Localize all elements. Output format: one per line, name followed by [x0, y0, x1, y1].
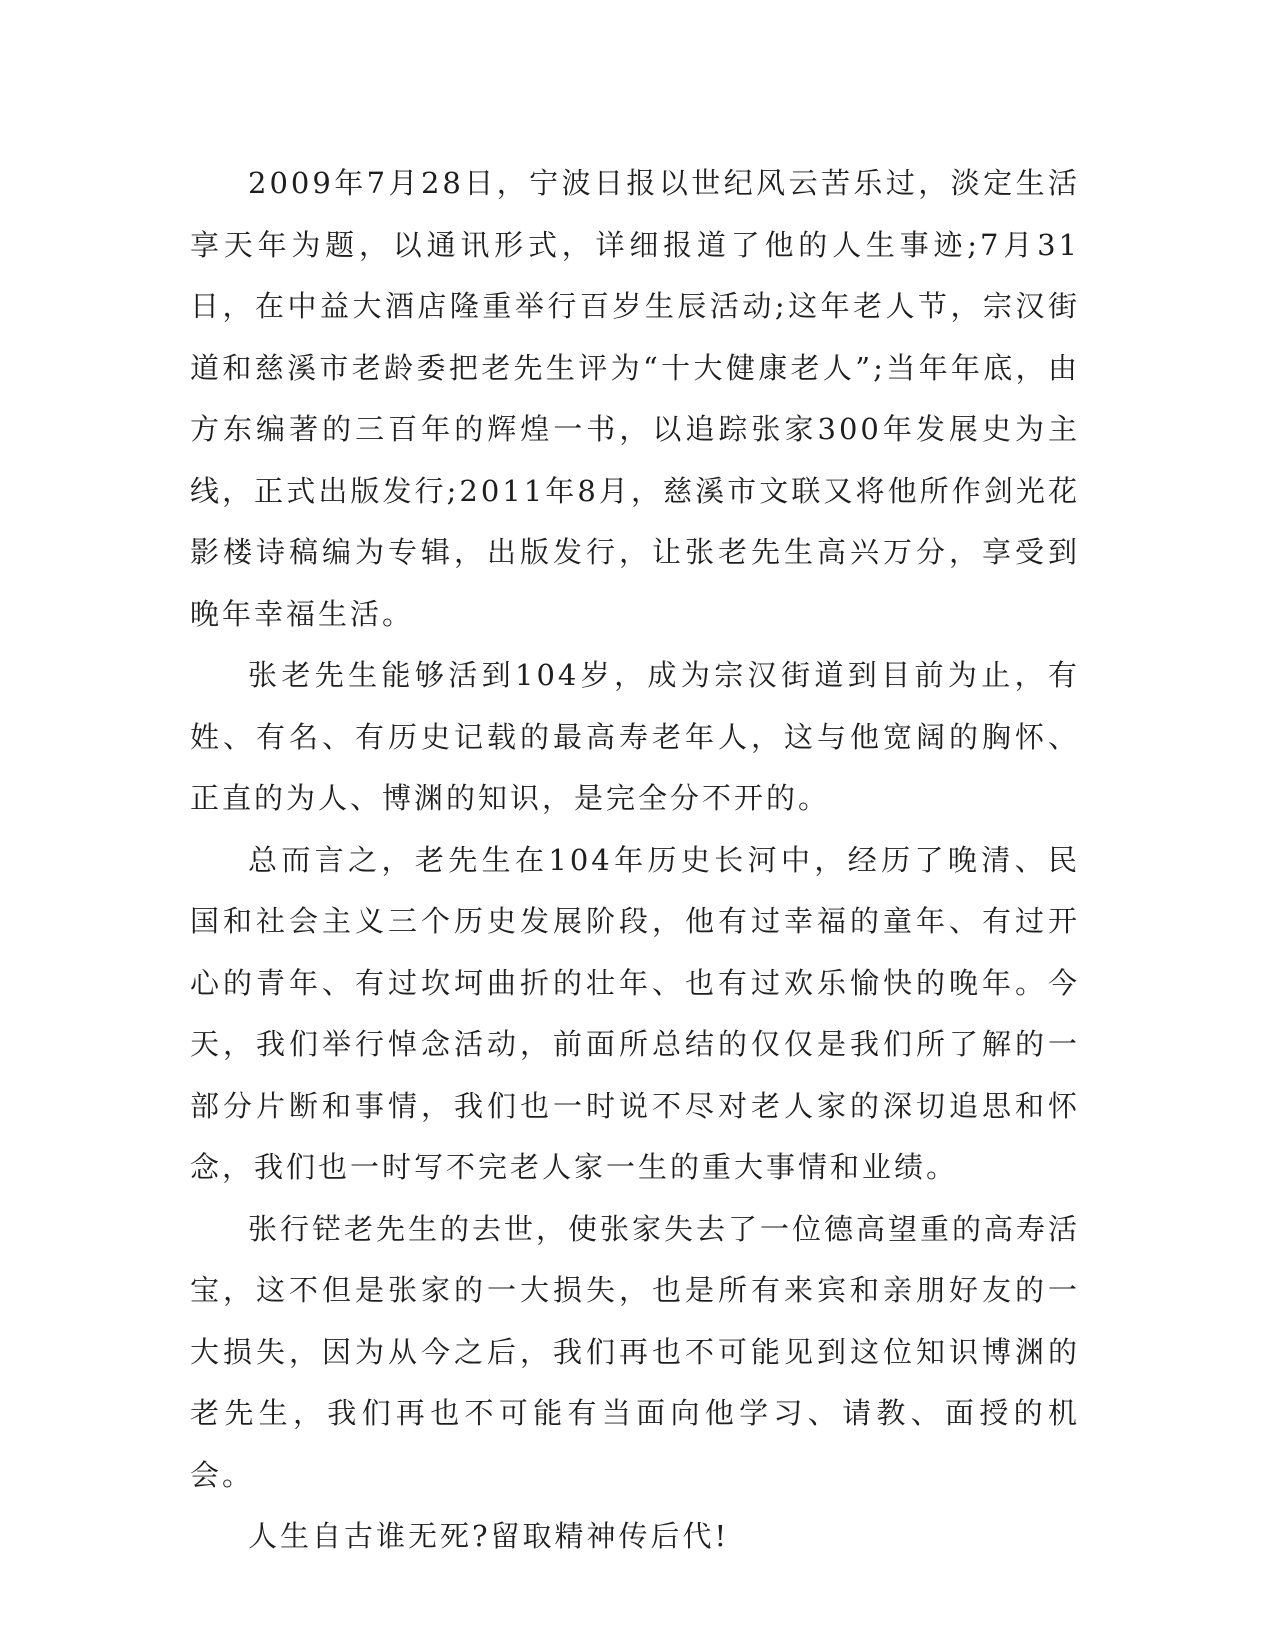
paragraph-longevity: 张老先生能够活到104岁，成为宗汉街道到目前为止，有姓、有名、有历史记载的最高寿老年人，这与他宽阔的胸怀、正直的为人、博渊的知识，是完全分不开的。	[190, 658, 1080, 815]
paragraph-summary: 总而言之，老先生在104年历史长河中，经历了晚清、民国和社会主义三个历史发展阶段，他有过幸福的童年、有过开心的青年、有过坎坷曲折的壮年、也有过欢乐愉快的晚年。今天，我们举行悼念活动，前面所总结的仅仅是我们所了解的一部分片断和事情，我们也一时说不尽对老人家的深切追思和怀念，我们也一时写不完老人家一生的重大事情和业绩。	[190, 842, 1080, 1184]
paragraph-closing: 人生自古谁无死?留取精神传后代!	[248, 1519, 730, 1553]
document-body	[190, 153, 1080, 1568]
paragraph-news-report: 2009年7月28日，宁波日报以世纪风云苦乐过，淡定生活享天年为题，以通讯形式，详细报道了他的人生事迹;7月31日，在中益大酒店隆重举行百岁生辰活动;这年老人节，宗汉街道和慈溪市老龄委把老先生评为“十大健康老人”;当年年底，由方东编著的三百年的辉煌一书，以追踪张家300年发展史为主线，正式出版发行;2011年8月，慈溪市文联又将他所作剑光花影楼诗稿编为专辑，出版发行，让张老先生高兴万分，享受到晚年幸福生活。	[190, 166, 1080, 631]
paragraph-loss: 张行铓老先生的去世，使张家失去了一位德高望重的高寿活宝，这不但是张家的一大损失，也是所有来宾和亲朋好友的一大损失，因为从今之后，我们再也不可能见到这位知识博渊的老先生，我们再也不可能有当面向他学习、请教、面授的机会。	[190, 1211, 1081, 1492]
